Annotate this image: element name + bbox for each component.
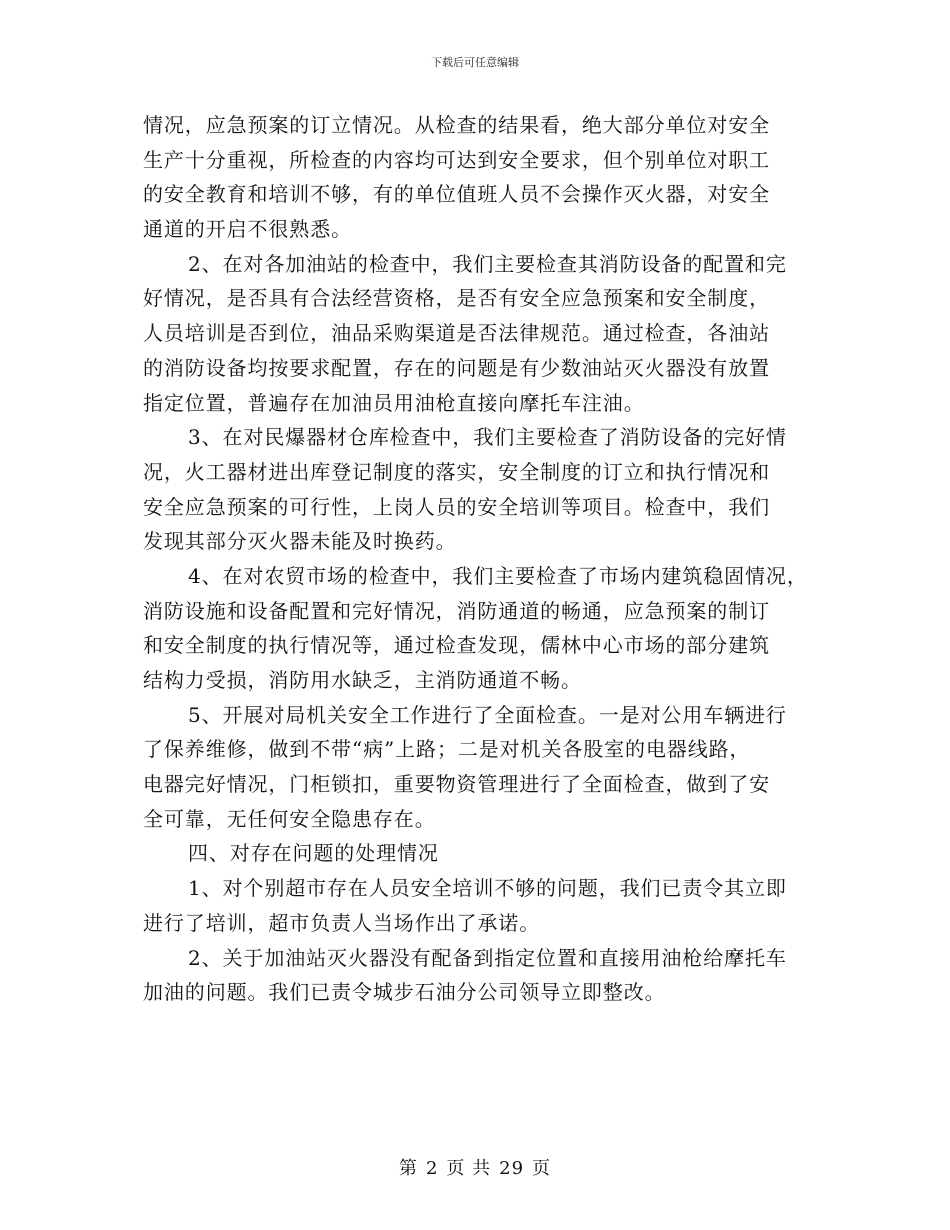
- section-heading: 四、对存在问题的处理情况: [188, 841, 439, 866]
- text-line: 安全应急预案的可行性，上岗人员的安全培训等项目。检查中，我们: [143, 494, 770, 519]
- text-line: 情况，应急预案的订立情况。从检查的结果看，绝大部分单位对安全: [143, 113, 770, 137]
- text-line: 的消防设备均按要求配置，存在的问题是有少数油站灭火器没有放置: [143, 355, 770, 380]
- text-line: 和安全制度的执行情况等，通过检查发现，儒林中心市场的部分建筑: [143, 633, 770, 658]
- current-page-number: 2: [425, 1158, 439, 1179]
- text-line: 电器完好情况，门柜锁扣，重要物资管理进行了全面检查，做到了安: [143, 772, 770, 797]
- text-line: 生产十分重视，所检查的内容均可达到安全要求，但个别单位对职工: [143, 147, 770, 172]
- text-line: 通道的开启不很熟悉。: [143, 217, 352, 242]
- footer-middle: 页 共: [446, 1158, 492, 1179]
- paragraph-start: 2、关于加油站灭火器没有配备到指定位置和直接用油枪给摩托车: [188, 945, 787, 970]
- text-line: 发现其部分灭火器未能及时换药。: [143, 529, 457, 554]
- paragraph-start: 5、开展对局机关安全工作进行了全面检查。一是对公用车辆进行: [188, 702, 787, 727]
- paragraph-start: 1、对个别超市存在人员安全培训不够的问题，我们已责令其立即: [188, 876, 787, 901]
- text-line: 好情况，是否具有合法经营资格，是否有安全应急预案和安全制度，: [143, 286, 770, 311]
- text-line: 人员培训是否到位，油品采购渠道是否法律规范。通过检查，各油站: [143, 321, 770, 346]
- text-line: 结构力受损，消防用水缺乏，主消防通道不畅。: [143, 668, 582, 692]
- document-body: [143, 108, 823, 1010]
- footer-suffix: 页: [532, 1158, 552, 1179]
- text-line: 进行了培训，超市负责人当场作出了承诺。: [143, 910, 541, 935]
- paragraph-start: 4、在对农贸市场的检查中，我们主要检查了市场内建筑稳固情况，: [188, 563, 808, 588]
- paragraph-start: 3、在对民爆器材仓库检查中，我们主要检查了消防设备的完好情: [188, 425, 787, 450]
- text-line: 消防设施和设备配置和完好情况，消防通道的畅通，应急预案的制订: [143, 598, 770, 623]
- page-header: 下载后可任意编辑: [431, 56, 519, 69]
- paragraph-start: 2、在对各加油站的检查中，我们主要检查其消防设备的配置和完: [188, 251, 787, 276]
- page-footer: [0, 1154, 950, 1180]
- text-line: 况，火工器材进出库登记制度的落实，安全制度的订立和执行情况和: [143, 459, 770, 484]
- text-line: 加油的问题。我们已责令城步石油分公司领导立即整改。: [143, 980, 666, 1005]
- text-line: 指定位置，普遍存在加油员用油枪直接向摩托车注油。: [143, 390, 645, 415]
- text-line: 全可靠，无任何安全隐患存在。: [143, 806, 436, 831]
- total-page-count: 29: [499, 1158, 525, 1179]
- text-line: 的安全教育和培训不够，有的单位值班人员不会操作灭火器，对安全: [143, 182, 770, 207]
- footer-prefix: 第: [398, 1158, 418, 1179]
- text-line: 了保养维修，做到不带“病”上路；二是对机关各股室的电器线路，: [143, 737, 751, 762]
